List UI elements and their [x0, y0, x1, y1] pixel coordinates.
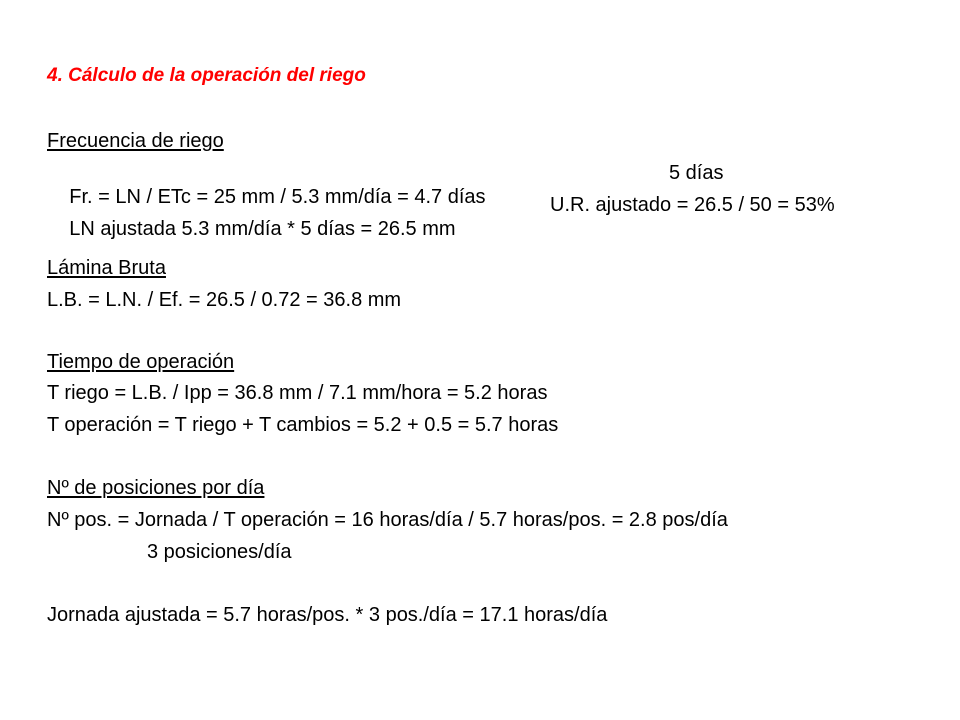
jornada-line-1: Jornada ajustada = 5.7 horas/pos. * 3 pos./día = 17.1 horas/día [47, 604, 608, 626]
section-title: 4. Cálculo de la operación del riego [47, 65, 366, 86]
ur-ajustado: U.R. ajustado = 26.5 / 50 = 53% [550, 194, 835, 216]
ln-ajustada: LN ajustada 5.3 mm/día * 5 días = 26.5 mm [69, 218, 456, 240]
lamina-heading: Lámina Bruta [47, 257, 166, 279]
posiciones-line-1: Nº pos. = Jornada / T operación = 16 horas/día / 5.7 horas/pos. = 2.8 pos/día [47, 509, 728, 531]
frecuencia-formula: Fr. = LN / ETc = 25 mm / 5.3 mm/día = 4.7 días [69, 186, 486, 208]
lamina-line-1: L.B. = L.N. / Ef. = 26.5 / 0.72 = 36.8 mm [47, 289, 402, 311]
posiciones-heading: Nº de posiciones por día [47, 477, 265, 499]
posiciones-line-2: 3 posiciones/día [147, 541, 292, 563]
frecuencia-heading: Frecuencia de riego [47, 130, 224, 152]
frecuencia-rounded: 5 días [669, 162, 724, 184]
tiempo-line-2: T operación = T riego + T cambios = 5.2 + 0.5 = 5.7 horas [47, 414, 559, 436]
tiempo-line-1: T riego = L.B. / Ipp = 36.8 mm / 7.1 mm/hora = 5.2 horas [47, 382, 548, 404]
tiempo-heading: Tiempo de operación [47, 351, 235, 373]
